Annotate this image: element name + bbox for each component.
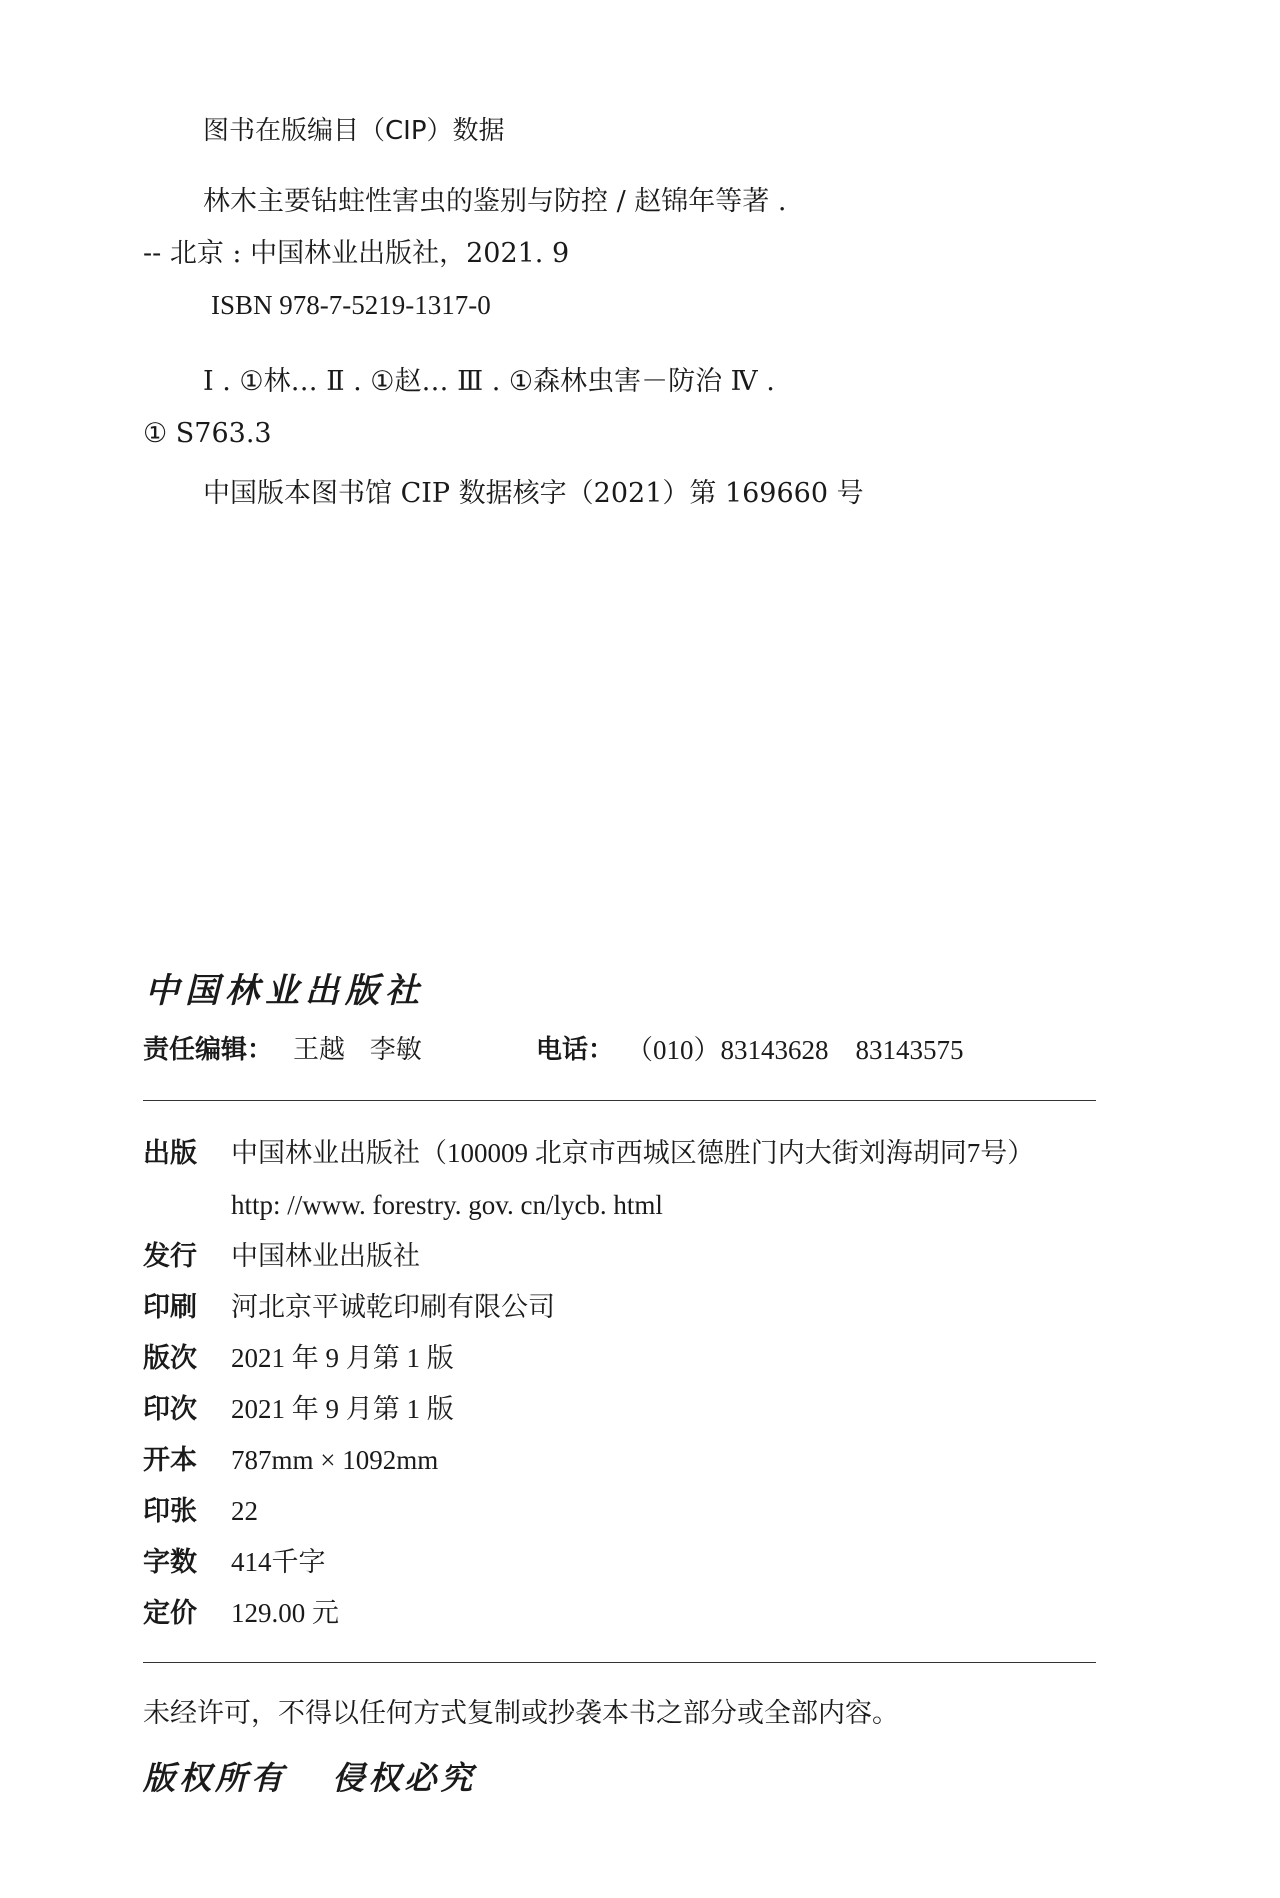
detail-value: 2021 年 9 月第 1 版 <box>231 1343 454 1373</box>
detail-label: 印张 <box>143 1496 197 1527</box>
copyright-notice: 未经许可，不得以任何方式复制或抄袭本书之部分或全部内容。 <box>143 1698 899 1729</box>
detail-value: 河北京平诚乾印刷有限公司 <box>231 1292 555 1322</box>
detail-value: 中国林业出版社 <box>231 1241 420 1271</box>
cip-heading: 图书在版编目（CIP）数据 <box>203 116 505 146</box>
detail-label: 定价 <box>143 1598 197 1629</box>
detail-label: 版次 <box>143 1343 197 1374</box>
cip-title-line: 林木主要钻蛀性害虫的鉴别与防控 / 赵锦年等著 . <box>203 186 787 217</box>
detail-label: 出版 <box>143 1138 197 1169</box>
rights-reserved: 版权所有 侵权必究 <box>143 1759 477 1797</box>
publisher-name: 中国林业出版社 <box>145 971 425 1011</box>
detail-label: 印次 <box>143 1394 197 1425</box>
cip-isbn: ISBN 978-7-5219-1317-0 <box>211 290 491 320</box>
editor-label: 责任编辑： <box>143 1035 274 1065</box>
detail-value: 129.00 元 <box>231 1598 339 1628</box>
detail-label: 印刷 <box>143 1292 197 1323</box>
phone-label: 电话： <box>536 1035 615 1065</box>
cip-record-number: 中国版本图书馆 CIP 数据核字（2021）第 169660 号 <box>203 478 864 509</box>
detail-label: 发行 <box>143 1241 197 1272</box>
cip-subject-line: Ⅰ . ①林… Ⅱ . ①赵… Ⅲ . ①森林虫害－防治 Ⅳ . <box>203 366 775 397</box>
cip-classification: ① S763.3 <box>143 418 272 449</box>
detail-value-url: http: //www. forestry. gov. cn/lycb. html <box>231 1190 663 1220</box>
detail-label: 字数 <box>143 1547 197 1578</box>
divider-top <box>143 1100 1096 1101</box>
detail-value: 787mm × 1092mm <box>231 1445 439 1475</box>
detail-value: 中国林业出版社（100009 北京市西城区德胜门内大街刘海胡同7号） <box>231 1138 1035 1168</box>
cip-publisher-line: -- 北京 : 中国林业出版社，2021. 9 <box>143 238 570 269</box>
detail-value: 414千字 <box>231 1547 326 1577</box>
detail-label: 开本 <box>143 1445 197 1476</box>
detail-value: 2021 年 9 月第 1 版 <box>231 1394 454 1424</box>
editor-names: 王越 李敏 <box>293 1035 422 1065</box>
detail-value: 22 <box>231 1496 258 1526</box>
phone-numbers: （010）83143628 83143575 <box>626 1035 964 1065</box>
divider-bottom <box>143 1662 1096 1663</box>
